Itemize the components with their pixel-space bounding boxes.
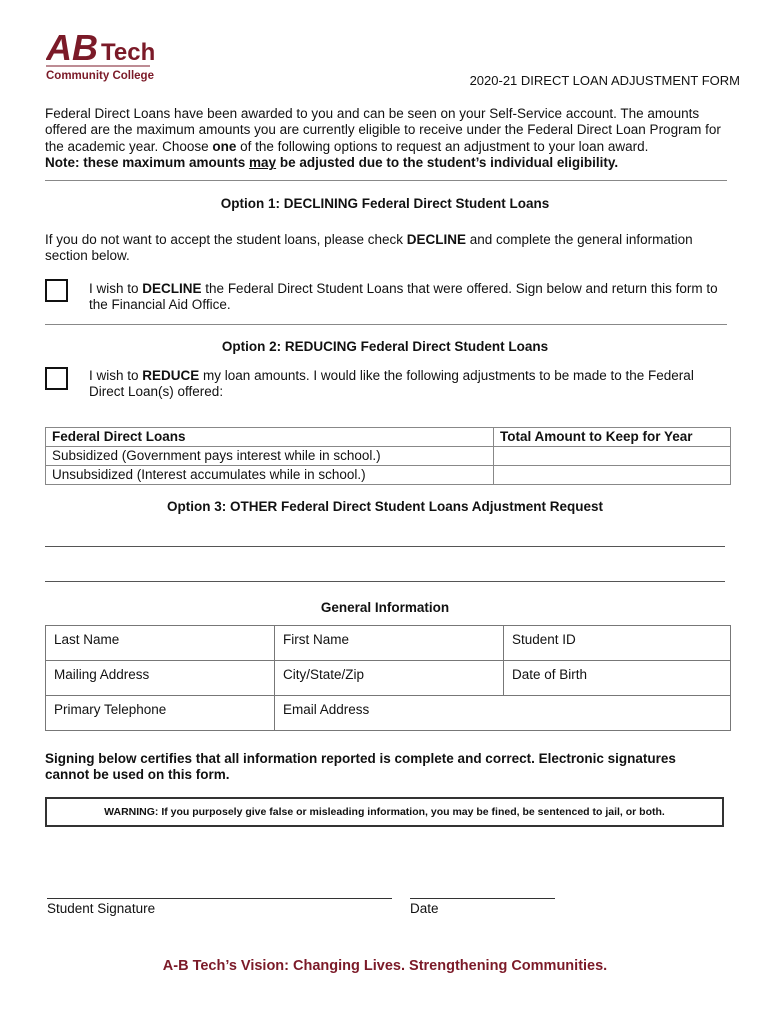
decline-statement [89,281,729,314]
divider [45,180,727,181]
warning-box: WARNING: If you purposely give false or misleading information, you may be fined, be sentenced to jail, or both. [45,797,724,827]
unsubsidized-amount-input[interactable] [494,466,731,485]
logo-mark: AB [46,28,98,68]
table-row [46,447,731,466]
general-info-table [45,625,731,731]
certification-statement: Signing below certifies that all information reported is complete and correct. Electronic signatures cannot be used on this form. [45,751,676,783]
date-line[interactable] [410,898,555,899]
date-of-birth-field[interactable]: Date of Birth [504,661,731,696]
student-signature-label: Student Signature [47,901,156,916]
row-subsidized: Subsidized (Government pays interest while in school.) [46,447,494,466]
logo-subtitle: Community College [46,70,154,82]
divider [45,324,727,325]
reduce-bold: REDUCE [142,368,200,383]
first-name-field[interactable]: First Name [275,626,504,661]
intro-text-after: of the following options to request an adjustment to your loan award. [236,138,649,154]
reduce-checkbox[interactable] [45,367,68,390]
date-label: Date [410,901,439,916]
option1-paragraph [45,232,725,265]
decline-checkbox[interactable] [45,279,68,302]
form-title: 2020-21 DIRECT LOAN ADJUSTMENT FORM [469,73,740,88]
intro-paragraph [45,106,735,172]
intro-text: Federal Direct Loans have been awarded to you and can be seen on your Self-Service account. The amounts offered are the maximum amounts you are currently eligible to receive under the Federal Direct Loan Program for the academic year. Choose [45,106,721,154]
general-info-heading: General Information [320,600,450,615]
ab-tech-logo-icon [46,28,154,86]
other-request-line-1[interactable] [45,546,725,547]
decline-text-end: the Federal Direct Student Loans that were offered. Sign below and return this form to the Financial Aid Office. [89,281,718,313]
reduce-text: I wish to [89,368,143,383]
city-state-zip-field[interactable]: City/State/Zip [275,661,504,696]
college-logo [46,28,154,86]
vision-statement: A-B Tech’s Vision: Changing Lives. Strengthening Communities. [162,958,608,974]
decline-bold: DECLINE [142,281,202,296]
col-total-amount: Total Amount to Keep for Year [494,428,731,447]
subsidized-amount-input[interactable] [494,447,731,466]
student-signature-line[interactable] [47,898,392,899]
decline-text: I wish to [89,281,143,296]
logo-name: Tech [101,39,154,66]
row-unsubsidized: Unsubsidized (Interest accumulates while in school.) [46,466,494,485]
option1-text: If you do not want to accept the student loans, please check [45,232,407,247]
table-header-row [46,428,731,447]
email-address-field[interactable]: Email Address [275,696,731,731]
option1-decline-bold: DECLINE [406,232,466,247]
other-request-line-2[interactable] [45,581,725,582]
intro-emphasis: one [212,138,237,154]
table-row [46,466,731,485]
reduce-statement [89,368,729,401]
option1-text-end: and complete the general information section below. [45,232,693,264]
last-name-field[interactable]: Last Name [46,626,275,661]
primary-telephone-field[interactable]: Primary Telephone [46,696,275,731]
loan-adjustment-table [45,427,731,485]
reduce-text-end: my loan amounts. I would like the following adjustments to be made to the Federal Direct Loan(s) offered: [89,368,694,400]
note-may: may [249,155,277,171]
col-federal-direct-loans: Federal Direct Loans [46,428,494,447]
option3-heading: Option 3: OTHER Federal Direct Student Loans Adjustment Request [166,499,604,514]
option2-heading: Option 2: REDUCING Federal Direct Student Loans [221,339,549,354]
mailing-address-field[interactable]: Mailing Address [46,661,275,696]
option1-heading: Option 1: DECLINING Federal Direct Student Loans [220,196,550,211]
note-text: Note: these maximum amounts [45,155,250,171]
note-text-end: be adjusted due to the student’s individual eligibility. [276,155,619,171]
student-id-field[interactable]: Student ID [504,626,731,661]
